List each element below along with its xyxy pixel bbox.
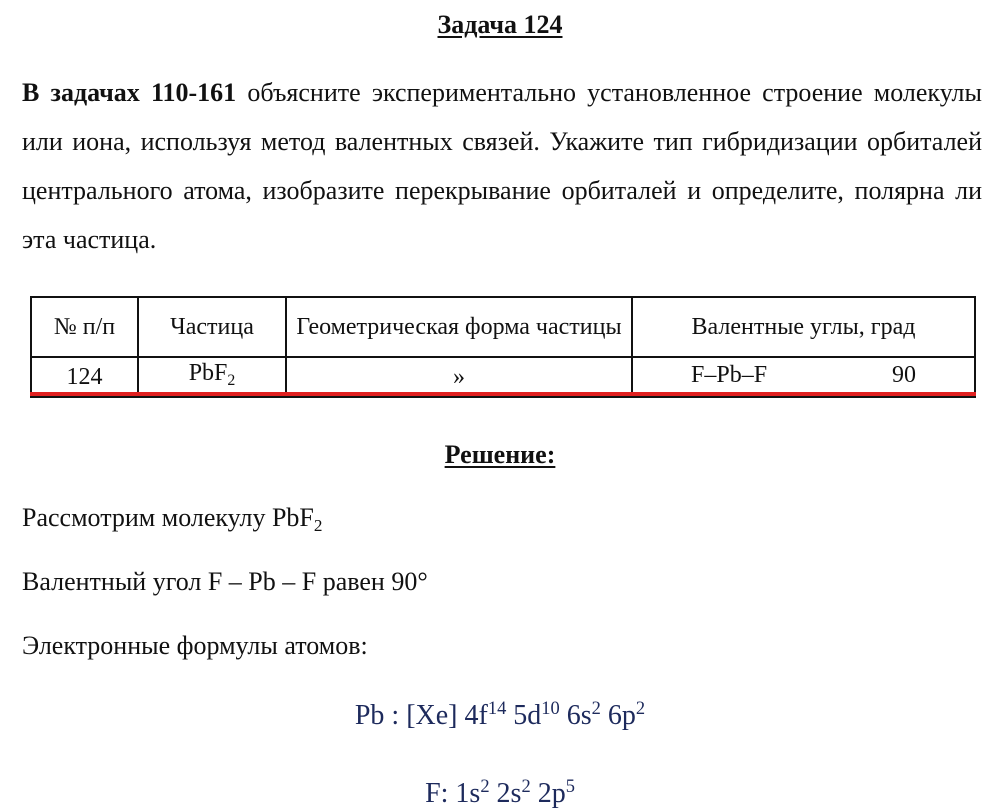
pb-s-exp: 2 — [591, 697, 601, 718]
pb-f-exp: 14 — [487, 697, 507, 718]
pb-p-exp: 2 — [635, 697, 646, 718]
electron-formulas-label: Электронные формулы атомов: — [22, 631, 368, 660]
pb-d-exp: 10 — [541, 697, 560, 718]
cell-shape: » — [286, 357, 632, 397]
f-p-exp: 5 — [565, 775, 575, 796]
pb-electron-formula — [0, 697, 1000, 732]
pb-s-label: 6s — [559, 700, 592, 731]
header-number: № п/п — [31, 297, 138, 357]
header-shape: Геометрическая форма частицы — [286, 297, 632, 357]
molecule-subscript: 2 — [313, 516, 323, 536]
particle-subscript: 2 — [227, 371, 236, 389]
pb-d-label: 5d — [506, 700, 542, 731]
solution-heading: Решение: — [444, 440, 556, 469]
angle-value: 90 — [892, 362, 916, 388]
cell-angles — [632, 357, 975, 397]
f-prefix: F: 1s — [425, 778, 481, 809]
f-s2-label: 2s — [489, 778, 522, 809]
particle-table — [30, 296, 976, 398]
table-header-row — [31, 297, 975, 357]
valence-angle-line: Валентный угол F – Pb – F равен 90° — [22, 567, 428, 596]
f-p-label: 2p — [530, 778, 566, 809]
molecule-line — [22, 503, 322, 536]
task-text: объясните экспериментально установленное строение молекулы или иона, используя метод валентных связей. Укажите тип гибридизации орбиталей центрального атома, изобразите перекрывание орбиталей и определите, полярна ли эта частица. — [22, 78, 982, 254]
task-statement — [22, 68, 982, 264]
particle-base: PbF — [188, 360, 228, 386]
molecule-text: Рассмотрим молекулу PbF — [22, 503, 314, 532]
header-angles: Валентные углы, град — [632, 297, 975, 357]
cell-particle — [138, 357, 286, 397]
bond-label: F–Pb–F — [691, 362, 768, 388]
task-range: В задачах 110-161 — [22, 78, 237, 107]
header-particle: Частица — [138, 297, 286, 357]
cell-number: 124 — [31, 357, 138, 397]
f-s2-exp: 2 — [521, 775, 531, 796]
red-underline — [30, 392, 976, 396]
f-electron-formula — [0, 775, 1000, 810]
table-row — [31, 357, 975, 397]
problem-title: Задача 124 — [437, 10, 563, 39]
pb-prefix: Pb : [Xe] 4f — [354, 700, 488, 731]
pb-p-label: 6p — [600, 700, 636, 731]
f-s1-exp: 2 — [480, 775, 490, 796]
